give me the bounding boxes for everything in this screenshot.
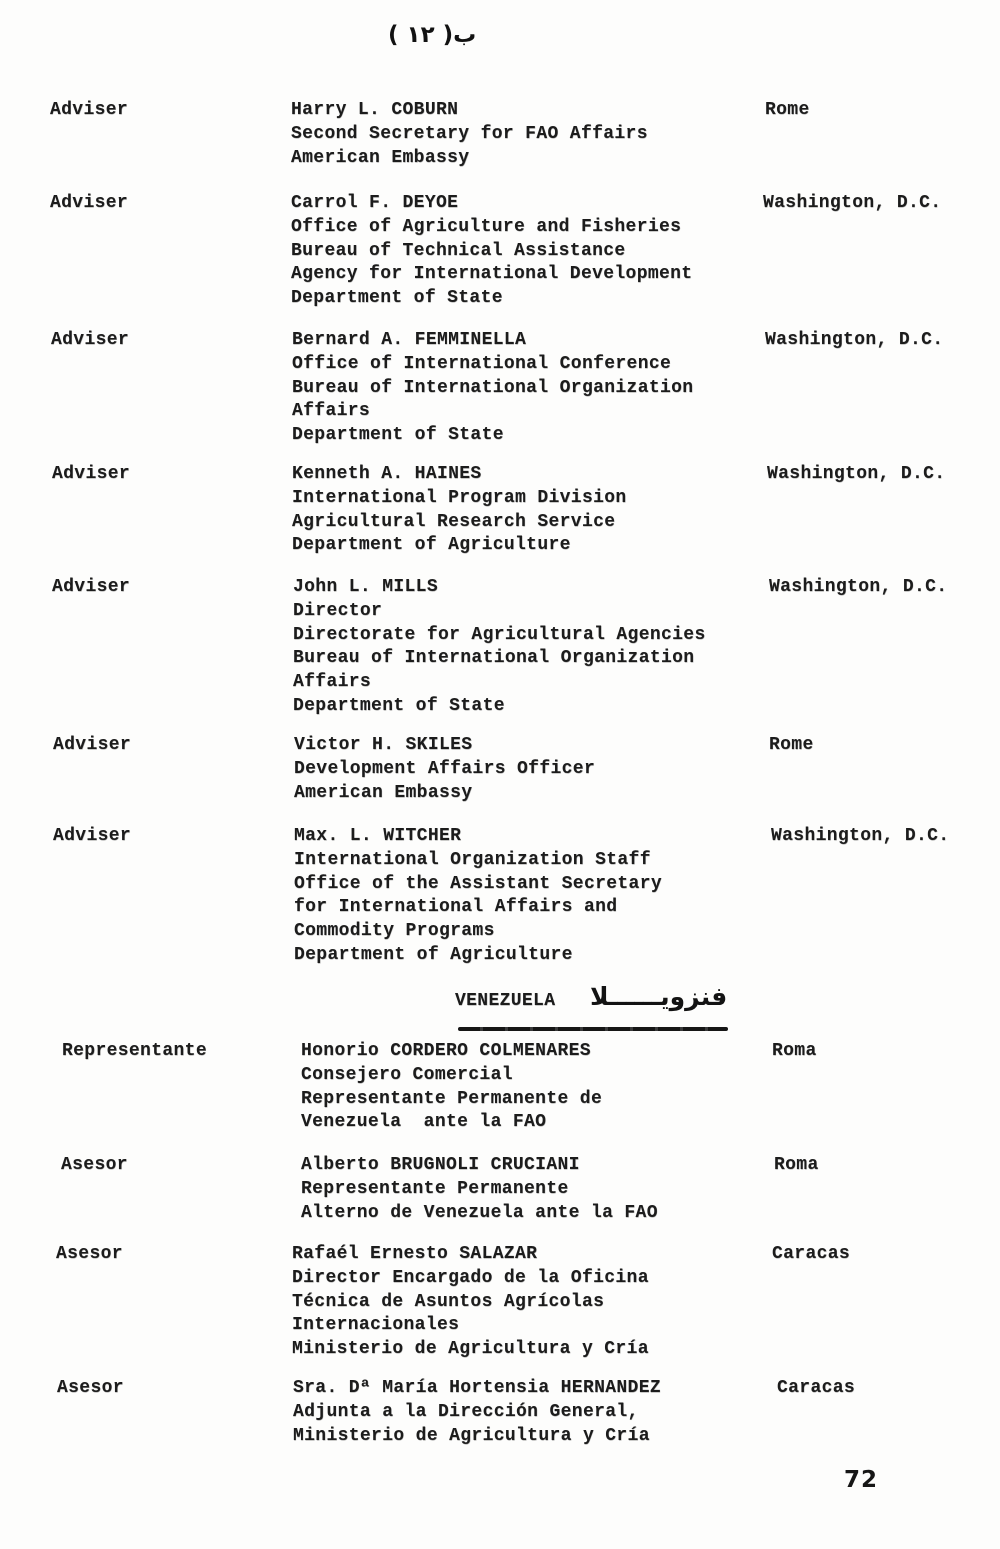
delegate-detail-line: Affairs (292, 401, 371, 422)
delegate-detail-line: Bernard A. FEMMINELLA (292, 330, 527, 350)
country-section-underline (458, 1027, 728, 1031)
delegate-detail-line: Agency for International Development (291, 264, 693, 285)
delegate-role: Representante (62, 1041, 207, 1061)
delegate-details (294, 825, 662, 968)
delegate-details (292, 329, 693, 448)
delegate-details (301, 1154, 658, 1225)
delegate-role: Asesor (56, 1244, 123, 1264)
delegate-detail-line: Director Encargado de la Oficina (292, 1267, 649, 1288)
delegate-detail-line: American Embassy (291, 147, 470, 168)
delegate-detail-line: Department of State (293, 695, 505, 716)
delegate-detail-line: Representante Permanente (301, 1178, 569, 1199)
delegate-details (292, 1243, 649, 1362)
delegate-detail-line: Department of State (292, 425, 504, 446)
delegate-detail-line: Max. L. WITCHER (294, 826, 462, 846)
delegate-detail-line: Agricultural Research Service (292, 511, 616, 532)
delegate-detail-line: John L. MILLS (293, 577, 438, 597)
delegate-role: Asesor (61, 1155, 128, 1175)
delegate-detail-line: Department of Agriculture (294, 944, 573, 965)
delegate-details (291, 192, 692, 311)
delegate-details (293, 1377, 661, 1448)
delegate-detail-line: Commodity Programs (294, 921, 495, 942)
delegate-role: Adviser (52, 577, 131, 597)
delegate-role: Adviser (53, 826, 132, 846)
delegate-detail-line: Director (293, 600, 383, 621)
delegate-role: Adviser (50, 100, 129, 120)
delegate-detail-line: International Program Division (292, 487, 627, 508)
delegate-details (293, 576, 706, 719)
delegate-location: Washington, D.C. (771, 826, 950, 846)
delegate-location: Rome (765, 100, 810, 120)
delegate-detail-line: Department of State (291, 288, 503, 309)
delegate-detail-line: Rafaél Ernesto SALAZAR (292, 1244, 538, 1264)
delegate-detail-line: Office of Agriculture and Fisheries (291, 216, 682, 237)
delegate-detail-line: Alterno de Venezuela ante la FAO (301, 1202, 658, 1223)
delegate-role: Asesor (57, 1378, 124, 1398)
arabic-page-label: ( ١٢ )ب (388, 22, 477, 48)
delegate-detail-line: Victor H. SKILES (294, 735, 473, 755)
delegate-detail-line: Alberto BRUGNOLI CRUCIANI (301, 1155, 580, 1175)
delegate-detail-line: Office of International Conference (292, 353, 672, 374)
delegate-detail-line: International Organization Staff (294, 849, 651, 870)
delegate-location: Roma (772, 1041, 817, 1061)
delegate-location: Roma (774, 1155, 819, 1175)
delegate-details (291, 99, 648, 170)
delegate-detail-line: Department of Agriculture (292, 535, 571, 556)
delegate-detail-line: Ministerio de Agricultura y Cría (292, 1339, 649, 1360)
delegate-detail-line: American Embassy (294, 782, 473, 803)
delegate-role: Adviser (51, 330, 130, 350)
country-section-title: VENEZUELA (455, 991, 556, 1011)
delegate-details (292, 463, 627, 558)
delegate-role: Adviser (52, 464, 131, 484)
delegate-detail-line: Consejero Comercial (301, 1064, 513, 1085)
delegate-detail-line: for International Affairs and (294, 897, 618, 918)
delegate-detail-line: Office of the Assistant Secretary (294, 873, 663, 894)
delegate-location: Caracas (772, 1244, 851, 1264)
delegate-role: Adviser (50, 193, 129, 213)
delegate-detail-line: Bureau of International Organization (293, 648, 695, 669)
delegate-details (294, 734, 595, 805)
delegate-detail-line: Venezuela ante la FAO (301, 1112, 547, 1133)
delegate-detail-line: Internacionales (292, 1315, 460, 1336)
delegate-detail-line: Honorio CORDERO COLMENARES (301, 1041, 591, 1061)
delegate-detail-line: Sra. Dª María Hortensia HERNANDEZ (293, 1378, 662, 1398)
delegate-detail-line: Development Affairs Officer (294, 758, 596, 779)
delegate-location: Washington, D.C. (769, 577, 948, 597)
page-number: 72 (844, 1467, 879, 1493)
delegate-detail-line: Técnica de Asuntos Agrícolas (292, 1291, 605, 1312)
delegate-detail-line: Directorate for Agricultural Agencies (293, 624, 706, 645)
delegate-location: Washington, D.C. (763, 193, 942, 213)
delegate-role: Adviser (53, 735, 132, 755)
delegate-detail-line: Bureau of International Organization (292, 377, 694, 398)
delegate-location: Washington, D.C. (767, 464, 946, 484)
delegate-detail-line: Bureau of Technical Assistance (291, 240, 626, 261)
delegate-detail-line: Harry L. COBURN (291, 100, 459, 120)
delegate-location: Caracas (777, 1378, 856, 1398)
delegate-detail-line: Ministerio de Agricultura y Cría (293, 1425, 650, 1446)
delegate-details (301, 1040, 602, 1135)
delegate-detail-line: Carrol F. DEYOE (291, 193, 459, 213)
delegate-location: Washington, D.C. (765, 330, 944, 350)
delegate-detail-line: Affairs (293, 672, 372, 693)
country-section-title-arabic: فنزويــــــلا (590, 982, 728, 1011)
delegate-detail-line: Adjunta a la Dirección General, (293, 1401, 639, 1422)
delegate-detail-line: Second Secretary for FAO Affairs (291, 123, 648, 144)
delegate-detail-line: Representante Permanente de (301, 1088, 603, 1109)
delegate-detail-line: Kenneth A. HAINES (292, 464, 482, 484)
delegate-location: Rome (769, 735, 814, 755)
